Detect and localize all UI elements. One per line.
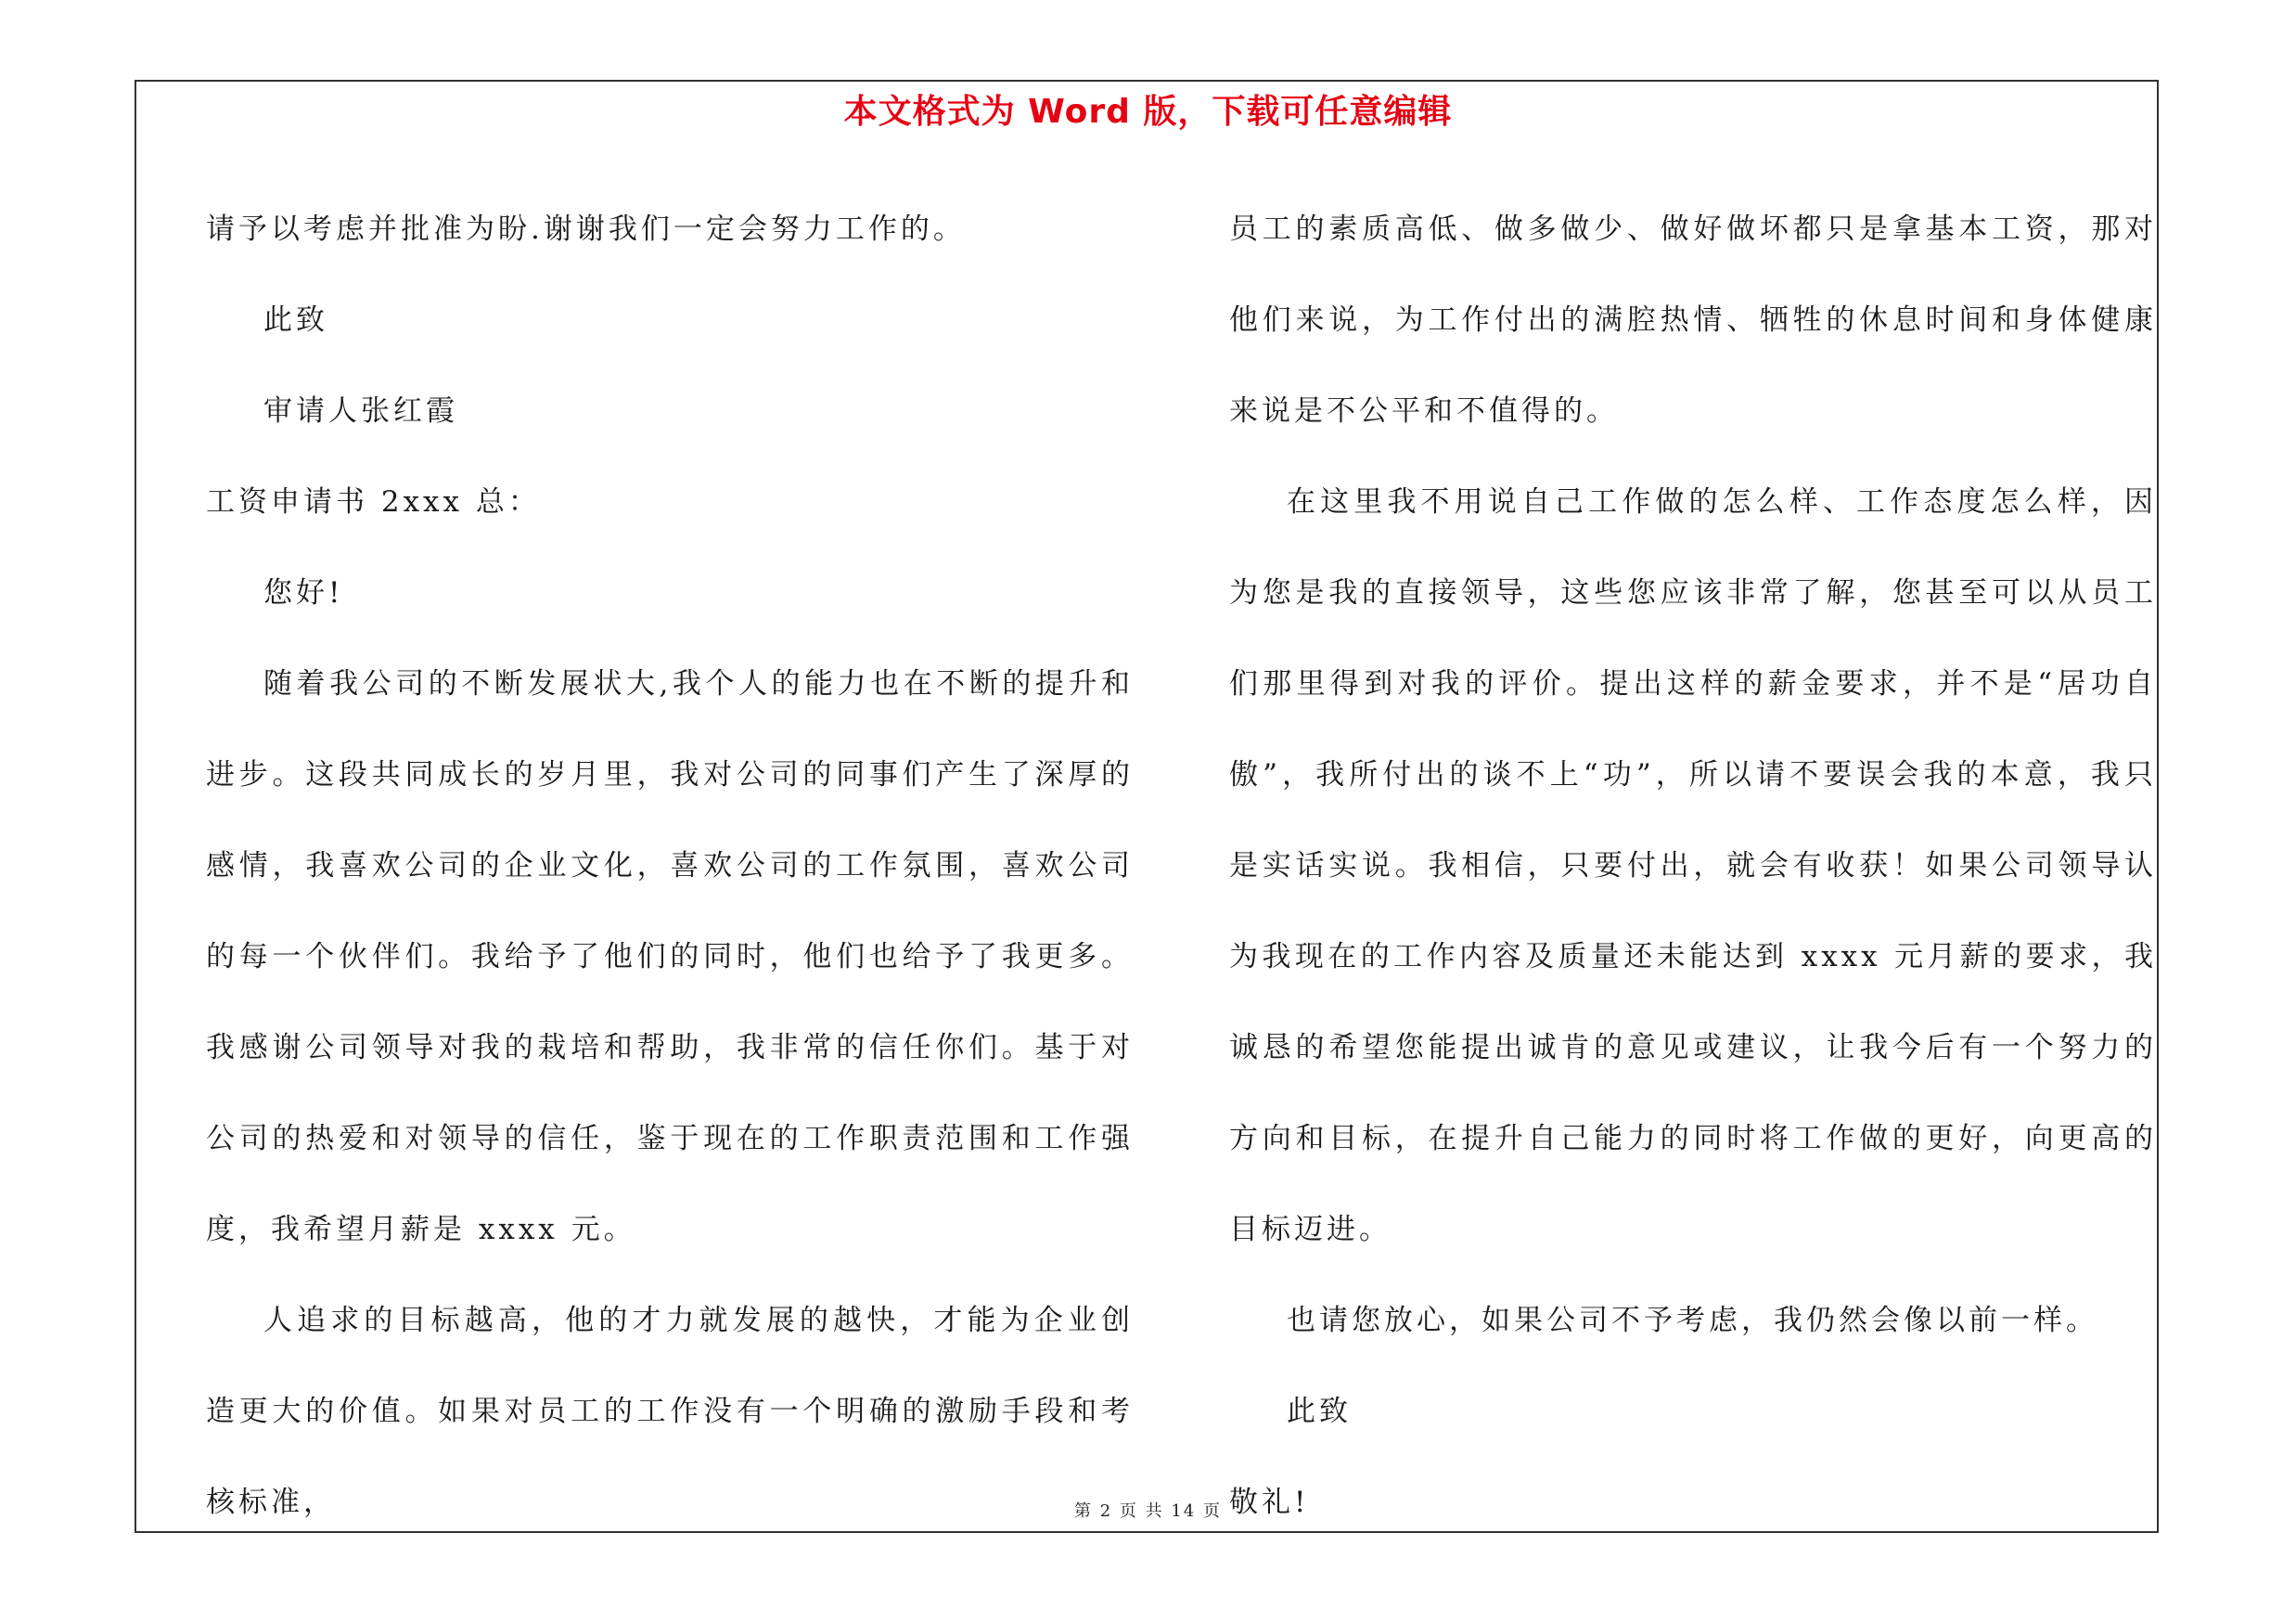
paragraph: 人追求的目标越高，他的才力就发展的越快，才能为企业创造更大的价值。如果对员工的工作没有一个明确的激励手段和考核标准， <box>206 1304 1134 1519</box>
greeting: 您好! <box>263 576 344 610</box>
paragraph: 请予以考虑并批准为盼.谢谢我们一定会努力工作的。 <box>206 213 966 246</box>
paragraph: 随着我公司的不断发展状大,我个人的能力也在不断的提升和进步。这段共同成长的岁月里，我对公司的同事们产生了深厚的感情，我喜欢公司的企业文化，喜欢公司的工作氛围，喜欢公司的每一个伙伴们。我给予了他们的同时，他们也给予了我更多。我感谢公司领导对我的栽培和帮助，我非常的信任你们。基于对公司的热爱和对领导的信任，鉴于现在的工作职责范围和工作强度，我希望月薪是 xxxx 元。 <box>206 667 1134 1246</box>
right-text-column <box>1229 184 2157 1548</box>
page-number: 第 2 页 共 14 页 <box>1074 1501 1222 1521</box>
paragraph: 也请您放心，如果公司不予考虑，我仍然会像以前一样。 <box>1287 1304 2098 1337</box>
word-format-banner: 本文格式为 Word 版，下载可任意编辑 <box>843 93 1453 131</box>
left-text-column <box>206 184 1134 1548</box>
paragraph: 在这里我不用说自己工作做的怎么样、工作态度怎么样，因为您是我的直接领导，这些您应该非常了解，您甚至可以从员工们那里得到对我的评价。提出这样的薪金要求，并不是“居功自傲”，我所付出的谈不上“功”，所以请不要误会我的本意，我只是实话实说。我相信，只要付出，就会有收获！如果公司领导认为我现在的工作内容及质量还未能达到 xxxx 元月薪的要求，我诚恳的希望您能提出诚肯的意见或建议，让我今后有一个努力的方向和目标，在提升自己能力的同时将工作做的更好，向更高的目标迈进。 <box>1229 485 2157 1246</box>
closing-regards: 敬礼! <box>1229 1486 1310 1519</box>
paragraph: 员工的素质高低、做多做少、做好做坏都只是拿基本工资，那对他们来说，为工作付出的满腔热情、牺牲的休息时间和身体健康来说是不公平和不值得的。 <box>1229 213 2157 428</box>
document-title: 工资申请书 2xxx 总： <box>206 485 541 519</box>
closing-salutation: 此致 <box>263 303 328 337</box>
closing-salutation: 此致 <box>1287 1395 1352 1428</box>
signature-line: 审请人张红霞 <box>263 394 458 428</box>
